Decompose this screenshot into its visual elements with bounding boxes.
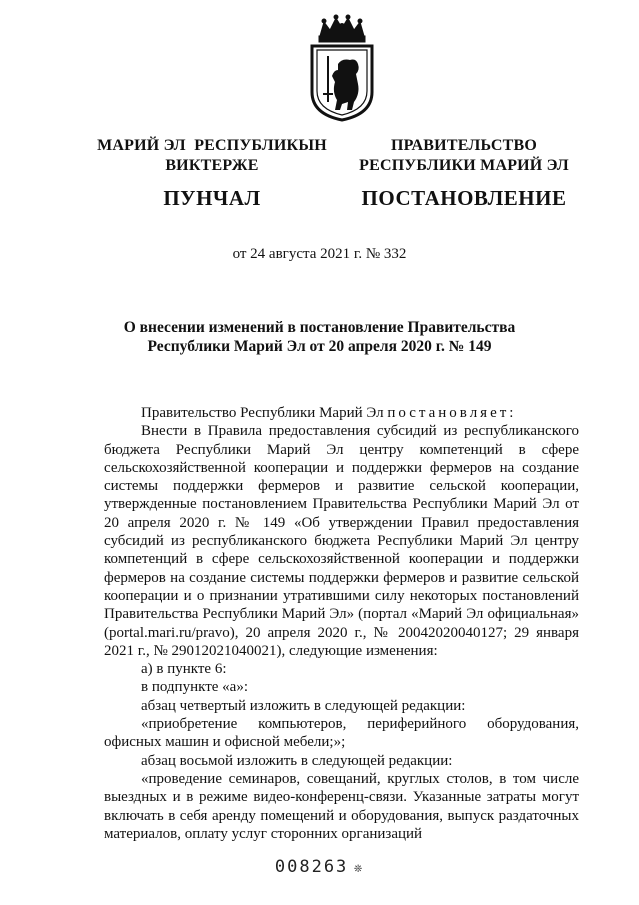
paragraph-resolves-spaced: постановляет: <box>387 405 517 421</box>
document-body <box>104 404 579 843</box>
paragraph-resolves-lead: Правительство Республики Марий Эл <box>141 405 388 421</box>
serial-number <box>0 857 639 877</box>
header-right-doc-type: ПОСТАНОВЛЕНИЕ <box>361 186 567 210</box>
paragraph-5: «приобретение компьютеров, периферийного оборудования, офисных машин и офисной мебели;»; <box>104 716 579 751</box>
header-left <box>92 136 332 210</box>
paragraph-2: а) в пункте 6: <box>141 661 227 678</box>
paragraph-6: абзац восьмой изложить в следующей редакции: <box>141 752 453 769</box>
serial-number-value: 008263 <box>274 857 349 877</box>
header-left-line1: МАРИЙ ЭЛ РЕСПУБЛИКЫН <box>97 137 327 154</box>
paragraph-3: в подпункте «а»: <box>141 679 248 696</box>
document-title <box>60 318 579 356</box>
header-left-line2: ВИКТЕРЖЕ <box>165 157 259 174</box>
title-line1: О внесении изменений в постановление Правительства <box>123 319 516 336</box>
title-line2: Республики Марий Эл от 20 апреля 2020 г. № 149 <box>147 338 492 355</box>
header-left-doc-type: ПУНЧАЛ <box>163 186 261 210</box>
coat-of-arms-icon <box>302 14 382 124</box>
header-right-line1: ПРАВИТЕЛЬСТВО <box>390 137 538 154</box>
header-right <box>344 136 584 210</box>
paragraph-4: абзац четвертый изложить в следующей редакции: <box>141 697 466 714</box>
paragraph-7: «проведение семинаров, совещаний, круглых столов, в том числе выездных и в режиме видео-конференц-связи. Указанные затраты могут включать в себя аренду помещений и оборудования, выпуск раздаточных материалов, оплату услуг сторонних организаций <box>104 770 579 842</box>
document-date-number: от 24 августа 2021 г. № 332 <box>232 246 407 262</box>
paragraph-1: Внести в Правила предоставления субсидий из республиканского бюджета Республики Марий Эл центру компетенций в сфере сельскохозяйственной кооперации и поддержки фермеров на создание системы поддержки фермеров и развитие сельской кооперации, утвержденные постановлением Правительства Республики Марий Эл от 20 апреля 2020 г. № 149 «Об утверждении Правил предоставления субсидий из республиканского бюджета Республики Марий Эл центру компетенций в сфере сельскохозяйственной кооперации и поддержки фермеров на создание системы поддержки фермеров и развитие сельской кооперации и о признании утратившими силу некоторых постановлений Правительства Республики Марий Эл» (портал «Марий Эл официальная» (portal.mari.ru/pravo), 20 апреля 2020 г., № 20042020040127; 29 января 2021 г., № 29012021040021), следующие изменения: <box>104 423 579 659</box>
header-right-line2: РЕСПУБЛИКИ МАРИЙ ЭЛ <box>359 157 569 174</box>
paragraph-resolves <box>104 404 579 422</box>
serial-mark-icon: ❊ <box>354 861 365 876</box>
